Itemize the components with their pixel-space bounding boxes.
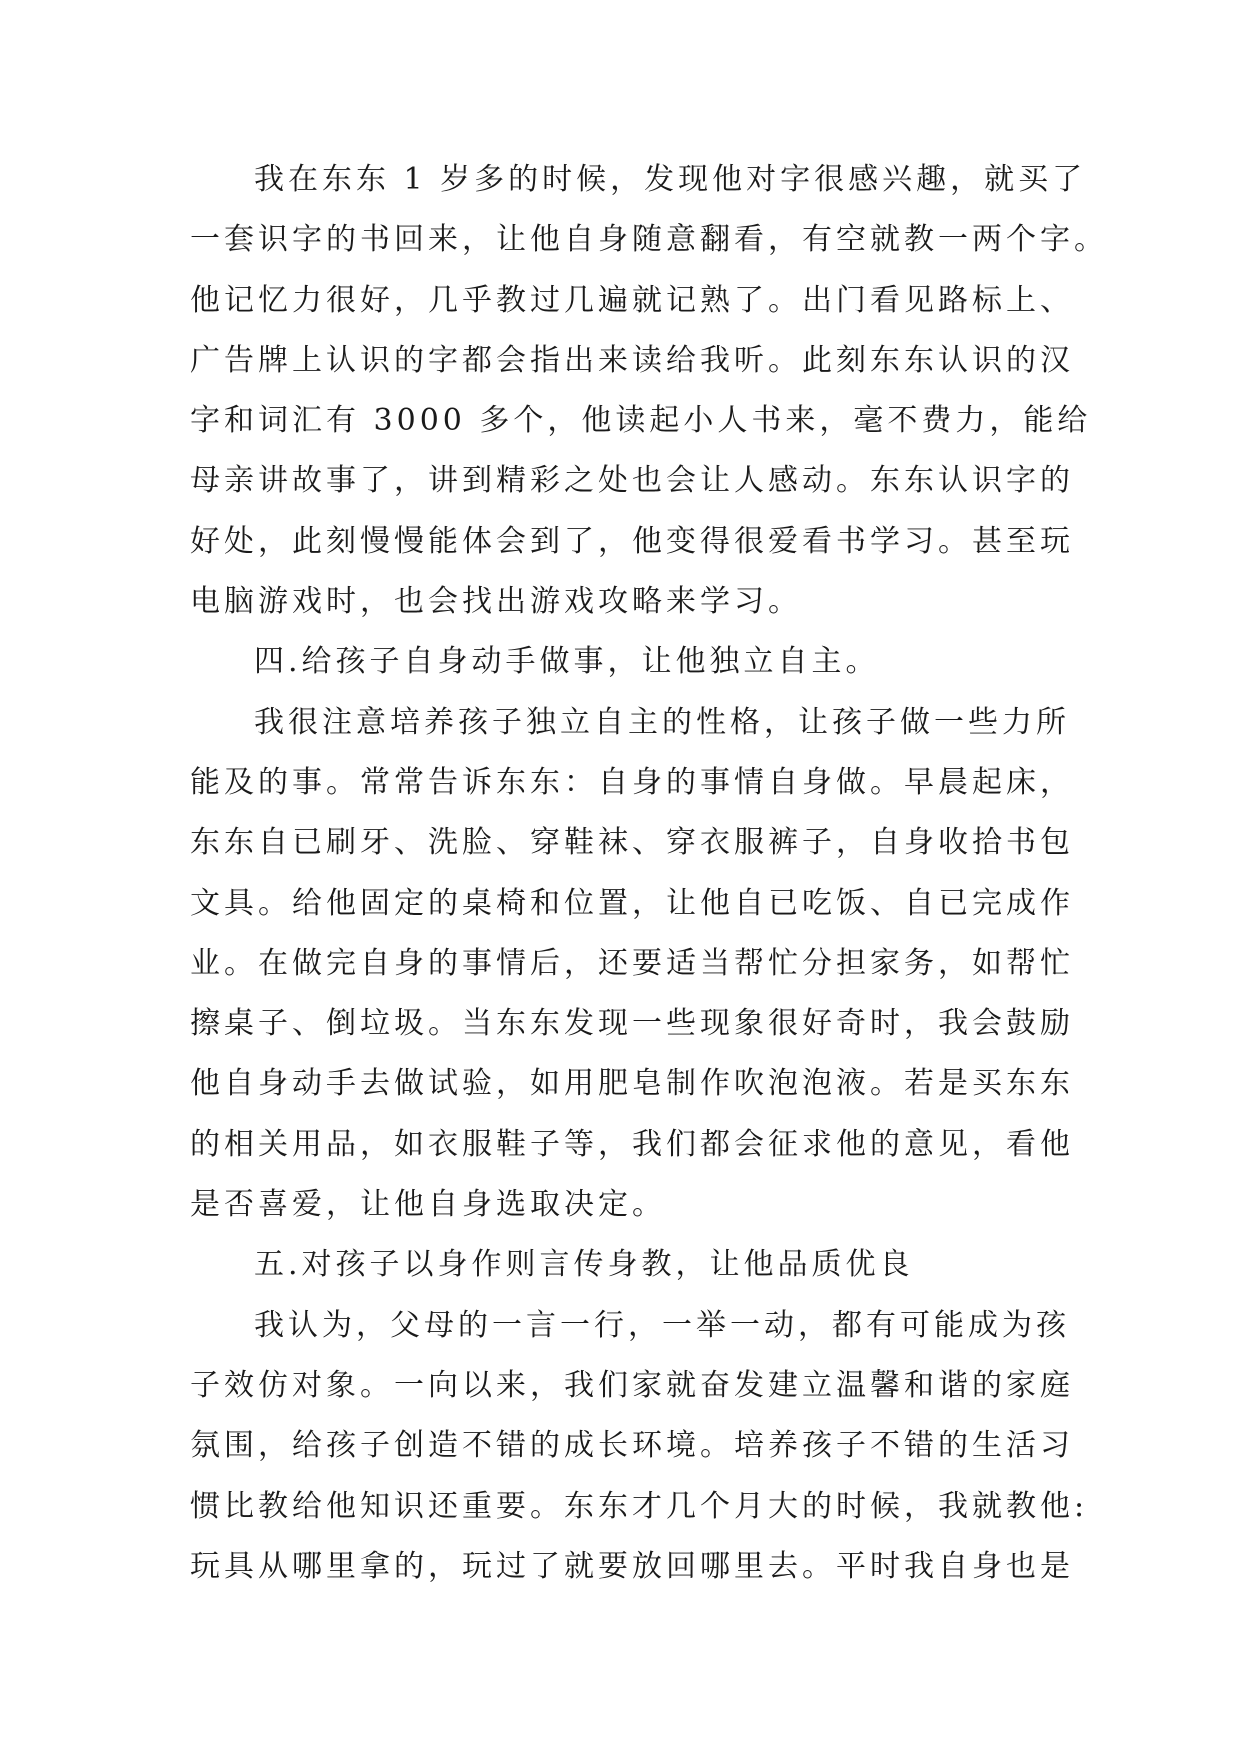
- text-line: 他自身动手去做试验，如用肥皂制作吹泡泡液。若是买东东: [190, 1066, 1074, 1102]
- text-line: 一套识字的书回来，让他自身随意翻看，有空就教一两个字。: [190, 222, 1108, 258]
- section-heading-5: 五.对孩子以身作则言传身教，让他品质优良: [254, 1247, 914, 1283]
- text-line: 文具。给他固定的桌椅和位置，让他自已吃饭、自已完成作: [190, 885, 1074, 921]
- text-line: 电脑游戏时，也会找出游戏攻略来学习。: [190, 584, 802, 620]
- text-line: 的相关用品，如衣服鞋子等，我们都会征求他的意见，看他: [190, 1126, 1074, 1162]
- text-line: 子效仿对象。一向以来，我们家就奋发建立温馨和谐的家庭: [190, 1367, 1074, 1403]
- text-line: 能及的事。常常告诉东东：自身的事情自身做。早晨起床，: [190, 764, 1074, 800]
- body-text: [190, 150, 1108, 1597]
- text-line: 他记忆力很好，几乎教过几遍就记熟了。出门看见路标上、: [190, 282, 1074, 318]
- text-line: 我很注意培养孩子独立自主的性格，让孩子做一些力所: [254, 704, 1070, 740]
- text-line: 东东自已刷牙、洗脸、穿鞋袜、穿衣服裤子，自身收拾书包: [190, 825, 1074, 861]
- text-line: 我在东东 1 岁多的时候，发现他对字很感兴趣，就买了: [254, 162, 1087, 197]
- text-line: 惯比教给他知识还重要。东东才几个月大的时候，我就教他:: [190, 1488, 1089, 1524]
- text-line: 玩具从哪里拿的，玩过了就要放回哪里去。平时我自身也是: [190, 1548, 1074, 1584]
- text-line: 是否喜爱，让他自身选取决定。: [190, 1187, 666, 1223]
- text-line: 业。在做完自身的事情后，还要适当帮忙分担家务，如帮忙: [190, 945, 1074, 981]
- text-line: 擦桌子、倒垃圾。当东东发现一些现象很好奇时，我会鼓励: [190, 1006, 1074, 1042]
- section-heading-4: 四.给孩子自身动手做事，让他独立自主。: [254, 644, 880, 680]
- text-line: 广告牌上认识的字都会指出来读给我听。此刻东东认识的汉: [190, 342, 1074, 378]
- text-line: 好处，此刻慢慢能体会到了，他变得很爱看书学习。甚至玩: [190, 523, 1074, 559]
- text-line: 我认为，父母的一言一行，一举一动，都有可能成为孩: [254, 1307, 1070, 1343]
- text-line: 氛围，给孩子创造不错的成长环境。培养孩子不错的生活习: [190, 1428, 1074, 1464]
- text-line: 字和词汇有 3000 多个，他读起小人书来，毫不费力，能给: [190, 403, 1092, 439]
- text-line: 母亲讲故事了，讲到精彩之处也会让人感动。东东认识字的: [190, 463, 1074, 499]
